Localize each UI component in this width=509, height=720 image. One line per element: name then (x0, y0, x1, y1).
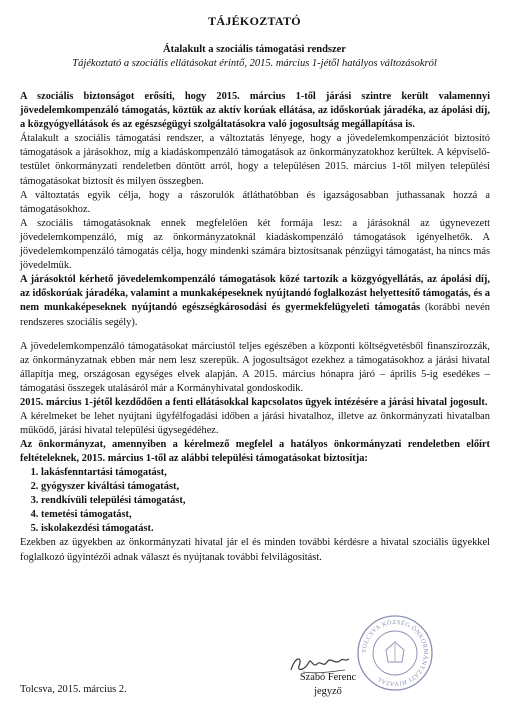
signer-role: jegyző (314, 686, 342, 697)
paragraph-5-normal: (korábbi nevén rendszeres szociális segély). (20, 302, 490, 328)
place-date: Tolcsva, 2015. március 2. (20, 684, 127, 695)
paragraph-1: A szociális biztonságot erősíti, hogy 2015. március 1-től járási szintre került valamennyi jövedelemkompenzáló támogatás, köztük az aktív korúak ellátása, az időskorúak járadéka, az ápolási díj, a közgyógyellátások és az egészségügyi szolgáltatásokra való jogosultság megállapítása is. (20, 91, 490, 131)
document-subtitle: Átalakult a szociális támogatási rendszer (163, 44, 346, 55)
document-title: TÁJÉKOZTATÓ (208, 14, 301, 28)
paragraph-3: A változtatás egyik célja, hogy a rászorulók átláthatóbban és igazságosabban juthassanak hozzá a támogatásokhoz. (20, 189, 490, 215)
paragraph-5 (20, 273, 490, 329)
list-item: 5. iskolakezdési támogatást. (41, 522, 490, 536)
list-item: 3. rendkívüli települési támogatást, (41, 494, 490, 508)
document-body (20, 90, 490, 565)
paragraph-8: A kérelmeket be lehet nyújtani ügyfélfogadási időben a járási hivatalhoz, illetve az önkormányzati hivatalban működő, járási hivatal települési ügysegédéhez. (20, 411, 490, 437)
list-item: 2. gyógyszer kiváltási támogatást, (41, 480, 490, 494)
list-item: 1. lakásfenntartási támogatást, (41, 466, 490, 480)
paragraph-9: Az önkormányzat, amennyiben a kérelmező megfelel a hatályos önkormányzati rendeletben előírt feltételeknek, 2015. március 1-től az alábbi települési támogatásokat biztosítja: (20, 439, 490, 465)
signer-name: Szabó Ferenc (299, 672, 357, 683)
paragraph-10: Ezekben az ügyekben az önkormányzati hivatal jár el és minden további kérdésre a hivatal szociális ügyekkel foglalkozó ügyintézői adnak választ és nyújtanak további felvilágosítást. (20, 537, 490, 563)
support-list (20, 466, 490, 536)
document-subtitle-italic: Tájékoztató a szociális ellátásokat érintő, 2015. március 1-jétől hatályos változásokról (72, 58, 437, 69)
svg-text:TOLCSVA KÖZSÉG ÖNKORMÁNYZATI H: TOLCSVA KÖZSÉG ÖNKORMÁNYZATI HIVATAL (360, 618, 430, 688)
paragraph-5-bold: A járásoktól kérhető jövedelemkompenzáló támogatások közé tartozik a közgyógyellátás, az ápolási díj, az időskorúak járadéka, valamint a munkaképeseknek nyújtandó foglalkozást helyettesítő támogatás, és a nem munkaképeseknek nyújtandó egészségkárosodási és gyermekfelügyeleti támogatás (20, 274, 490, 314)
paragraph-6: A jövedelemkompenzáló támogatásokat márciustól teljes egészében a központi költségvetésből finanszírozzák, az önkormányzatnak ebben már nem lesz szerepük. A jogosultságot ezekhez a támogatásokhoz a járási hivatal állapítja meg, országosan egységes elvek alapján. A 2015. március hónapra járó – április 5-ig esedékes – támogatási összegek utalásáról már a Kormányhivatal gondoskodik. (20, 340, 490, 394)
list-item: 4. temetési támogatást, (41, 508, 490, 522)
paragraph-2: Átalakult a szociális támogatási rendszer, a változtatás lényege, hogy a jövedelemkompenzációt biztosító támogatások a járásokhoz, míg a kiadáskompenzáló támogatások az önkormányzatokhoz kerültek. A képviselő-testület önkormányzati rendeletben döntött arról, hogy a településen 2015. március 1-től milyen települési támogatásokat biztosít és milyen összegben. (20, 133, 490, 187)
paragraph-7: 2015. március 1-jétől kezdődően a fenti ellátásokkal kapcsolatos ügyek intézésére a járási hivatal jogosult. (20, 396, 488, 408)
paragraph-4: A szociális támogatásoknak ennek megfelelően két formája lesz: a járásoknál az úgynevezett jövedelemkompenzáló, míg az önkormányzatoknál kiadáskompenzáló támogatások igényelhetők. A jövedelemkompenzáló támogatás célja, hogy mindenki számára biztosítsanak pénzügyi támogatást, ha nincs más jövedelmük. (20, 217, 490, 272)
